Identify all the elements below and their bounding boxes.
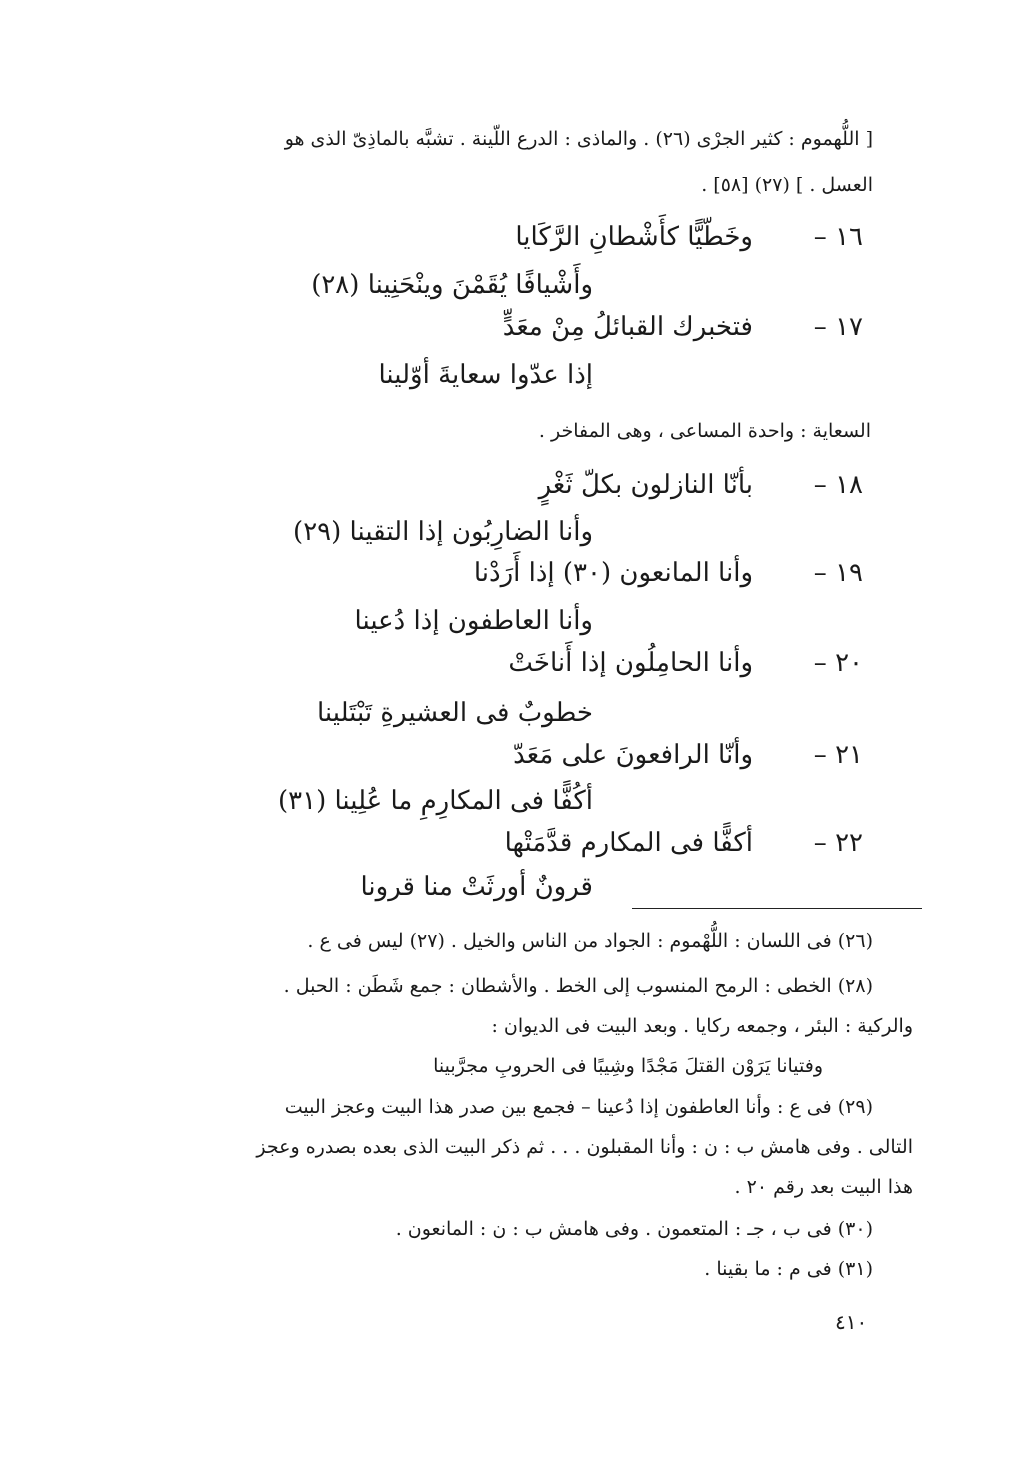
verse-first-hemistich: أكفًّا فى المكارم قدَّمَتْها (504, 828, 753, 858)
verse-number: ١٦ – (813, 222, 863, 252)
verse-number: ١٨ – (813, 470, 863, 500)
verse-first-hemistich: بأنّا النازلون بكلّ ثَغْرٍ (538, 470, 753, 500)
footnote-28-line-1: (٢٨) الخطى : الرمح المنسوب إلى الخط . والأشطان : جمع شَطَن : الحبل . (283, 975, 873, 997)
verse-17-line-2: إذا عدّوا سعايةَ أوّلينا (378, 360, 593, 390)
verse-16-line-2: وأَشْيافًا يُقَمْنَ وينْحَنِينا (٢٨) (311, 270, 593, 300)
footnote-28-quoted-verse: وفتيانا يَرَوْن القتلَ مَجْدًا وشِيبًا فى الحروبِ مجرَّبينا (433, 1055, 823, 1077)
verse-20-line-2: خطوبٌ فى العشيرةِ تَبْتَلينا (316, 698, 593, 728)
verse-18-line-1 (163, 470, 863, 510)
verse-22-line-2: قرونٌ أورثَتْ منا قرونا (360, 872, 593, 902)
verse-number: ١٩ – (813, 558, 863, 588)
verse-18-line-2: وأنا الضارِبُون إذا التقينا (٢٩) (293, 517, 593, 547)
verse-19-line-1 (163, 558, 863, 598)
verse-number: ٢١ – (813, 740, 863, 770)
verse-21-line-2: أكُفًّا فى المكارِمِ ما عُلِينا (٣١) (277, 786, 593, 816)
footnote-29-line-3: هذا البيت بعد رقم ٢٠ . (734, 1176, 913, 1198)
verse-first-hemistich: وأنا المانعون (٣٠) إذا أَرَدْنا (473, 558, 753, 588)
verse-22-line-1 (163, 828, 863, 868)
verse-first-hemistich: وأنا الحامِلُون إذا أَناخَتْ (508, 648, 753, 678)
verse-16-line-1 (163, 222, 863, 262)
verse-21-line-1 (163, 740, 863, 780)
footnote-separator (632, 908, 922, 909)
footnote-26-27: (٢٦) فى اللسان : اللُّهْموم : الجواد من الناس والخيل . (٢٧) ليس فى ع . (307, 930, 873, 952)
verse-first-hemistich: فتخبرك القبائلُ مِنْ معَدٍّ (502, 312, 753, 342)
footnote-31: (٣١) فى م : ما بقينا . (704, 1258, 873, 1280)
footnote-30: (٣٠) فى ب ، جـ : المتعمون . وفى هامش ب : ن : المانعون . (395, 1218, 873, 1240)
page-number: ٤١٠ (835, 1310, 868, 1334)
verse-17-line-1 (163, 312, 863, 352)
intro-line-1: [ اللُّهموم : كثير الجرْى (٢٦) . والماذى : الدرع اللّينة . تشبَّه بالماذِىّ الذى هو (284, 128, 873, 150)
verse-first-hemistich: وخَطّيًّا كأَشْطانِ الرَّكَايا (515, 222, 753, 252)
verse-first-hemistich: وأنّا الرافعونَ على مَعَدّ (513, 740, 753, 770)
verse-number: ٢٢ – (813, 828, 863, 858)
gloss-line: السعاية : واحدة المساعى ، وهى المفاخر . (538, 420, 871, 442)
verse-number: ٢٠ – (813, 648, 863, 678)
verse-number: ١٧ – (813, 312, 863, 342)
footnote-29-line-1: (٢٩) فى ع : وأنا العاطفون إذا دُعينا – فجمع بين صدر هذا البيت وعجز البيت (284, 1096, 873, 1118)
footnote-28-line-2: والركية : البئر ، وجمعه ركايا . وبعد البيت فى الديوان : (491, 1015, 913, 1037)
footnote-29-line-2: التالى . وفى هامش ب : ن : وأنا المقبلون . . . ثم ذكر البيت الذى بعده بصدره وعجز (256, 1136, 913, 1158)
intro-line-2: العسل . ] (٢٧) [٥٨] . (701, 174, 873, 196)
verse-20-line-1 (163, 648, 863, 688)
verse-19-line-2: وأنا العاطفون إذا دُعينا (354, 606, 593, 636)
